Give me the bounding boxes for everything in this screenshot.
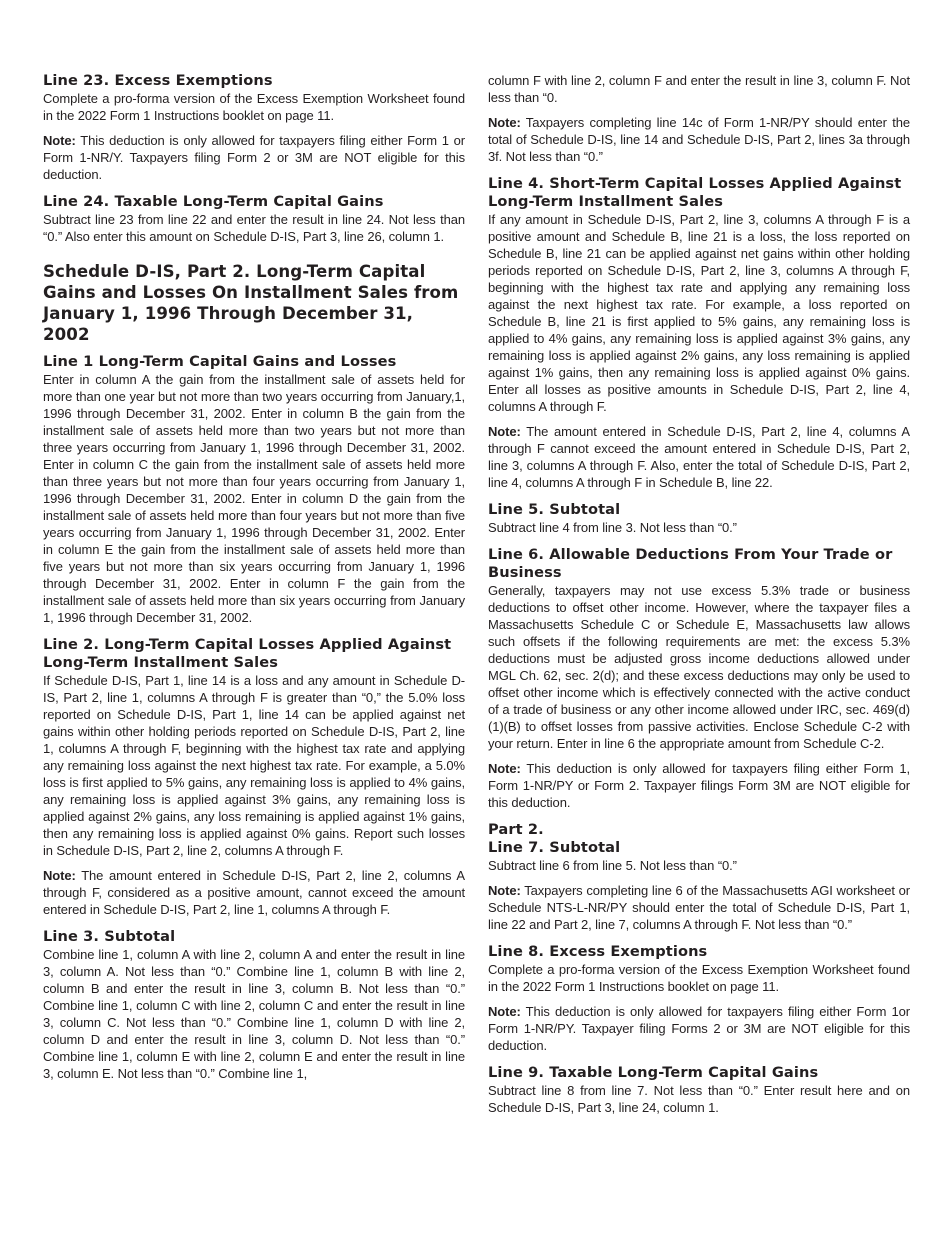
note-text: This deduction is only allowed for taxpayers filing either Form 1 or Form 1-NR/Y. Taxpayers filing Form 2 or 3M are NOT eligible for this deduction. <box>43 133 465 182</box>
line-23-note <box>43 132 465 183</box>
line-23-body: Complete a pro-forma version of the Excess Exemption Worksheet found in the 2022 Form 1 Instructions booklet on page 11. <box>43 91 465 123</box>
line-8-note <box>488 1003 910 1054</box>
left-column <box>43 72 465 1082</box>
line-2-note <box>43 867 465 918</box>
note-label: Note: <box>488 115 521 130</box>
line-7-body: Subtract line 6 from line 5. Not less than “0.” <box>488 858 737 873</box>
note-label: Note: <box>488 883 521 898</box>
note-text: Taxpayers completing line 6 of the Massachusetts AGI worksheet or Schedule NTS-L-NR/PY should enter the total of Schedule D-IS, Part 1, line 22 and Part 2, line 7, columns A through F. Not less than “0.” <box>488 883 910 932</box>
line-3-note <box>488 114 910 165</box>
line-6-heading: Line 6. Allowable Deductions From Your Trade or Business <box>488 546 893 581</box>
part-2-heading: Schedule D-IS, Part 2. Long-Term Capital Gains and Losses On Installment Sales from January 1, 1996 Through December 31, 2002 <box>43 262 459 344</box>
note-label: Note: <box>488 1004 521 1019</box>
line-2-body: If Schedule D-IS, Part 1, line 14 is a loss and any amount in Schedule D-IS, Part 2, line 1, columns A through F is greater than “0,” the 5.0% loss reported on Schedule D-IS, Part 1, line 14 can be applied against net gains within other holding periods reported on Schedule D-IS, Part 2, line 1, columns A through F, beginning with the highest tax rate and applying any remaining loss against the next highest tax rate. For example, a 5.0% loss is first applied to 5% gains, any remaining loss is applied to 4% gains, any remaining loss is applied against 3% gains, any remaining loss is applied against 2% gains, any loss remaining is applied against 1% gains, then any remaining loss is applied against 0% gains. Report such losses in Schedule D-IS, Part 2, line 2, columns A through F. <box>43 673 465 858</box>
line-7-note <box>488 882 910 933</box>
line-1-body: Enter in column A the gain from the installment sale of assets held for more than one year but not more than two years occurring from January,1, 1996 through December 31, 2002. Enter in column B the gain from the installment sale of assets held more than two years but not more than three years occurring from January 1, 1996 through December 31, 2002. Enter in column C the gain from the installment sale of assets held more than three years but not more than four years occurring from January 1, 1996 through December 31, 2002. Enter in column D the gain from the installment sale of assets held more than four years but not more than five years occurring from January 1, 1996 through December 31, 2002. Enter in column E the gain from the installment sale of assets held more than five years but not more than six years occurring from January 1, 1996 through December 31, 2002. Enter in column F the gain from the installment sale of assets held more than six years occurring from January 1, 1996 through December 31, 2002. <box>43 372 465 625</box>
line-3-continued: column F with line 2, column F and enter the result in line 3, column F. Not less than “0. <box>488 73 910 105</box>
line-24-body: Subtract line 23 from line 22 and enter the result in line 24. Not less than “0.” Also enter this amount on Schedule D-IS, Part 3, line 26, column 1. <box>43 212 465 244</box>
note-text: Taxpayers completing line 14c of Form 1-NR/PY should enter the total of Schedule D-IS, line 14 and Schedule D-IS, Part 2, lines 3a through 3f. Not less than “0.” <box>488 115 910 164</box>
line-5-heading: Line 5. Subtotal <box>488 501 621 518</box>
line-23-heading: Line 23. Excess Exemptions <box>43 72 273 89</box>
line-3-body: Combine line 1, column A with line 2, column A and enter the result in line 3, column A. Not less than “0.” Combine line 1, column B with line 2, column B and enter the result in line 3, column B. Not less than “0.” Combine line 1, column C with line 2, column C and enter the result in line 3, column C. Not less than “0.” Combine line 1, column D with line 2, column D and enter the result in line 3, column D. Not less than “0.” Combine line 1, column E with line 2, column E and enter the result in line 3, column E. Not less than “0.” Combine line 1, <box>43 947 465 1081</box>
line-4-body: If any amount in Schedule D-IS, Part 2, line 3, columns A through F is a positive amount and Schedule B, line 21 is a loss, the loss reported on Schedule B, line 21 can be applied against net gains within other holding periods reported on Schedule D-IS, Part 2, line 3, columns A through F, beginning with the highest tax rate and applying any remaining loss against the next highest tax rate. For example, a loss reported on Schedule B, line 21 is first applied to 5% gains, any remaining loss is applied to 4% gains, any remaining loss is applied against 3% gains, any remaining loss is applied against 2% gains, any loss remaining is applied against 1% gains, then any remaining loss is applied against 0% gains. Enter all losses as positive amounts in Schedule D-IS, Part 2, line 4, columns A through F. <box>488 212 910 414</box>
line-24-heading: Line 24. Taxable Long-Term Capital Gains <box>43 193 384 210</box>
line-3-heading: Line 3. Subtotal <box>43 928 176 945</box>
line-8-heading: Line 8. Excess Exemptions <box>488 943 708 960</box>
note-text: The amount entered in Schedule D-IS, Part 2, line 4, columns A through F cannot exceed the amount entered in Schedule D-IS, Part 2, line 3, columns A through F. Also, enter the total of Schedule D-IS, Part 2, line 4, columns A through F in Schedule B, line 22. <box>488 424 910 490</box>
line-2-heading: Line 2. Long-Term Capital Losses Applied Against Long-Term Installment Sales <box>43 636 452 671</box>
note-label: Note: <box>488 761 521 776</box>
line-6-note <box>488 760 910 811</box>
note-label: Note: <box>488 424 521 439</box>
line-1-heading: Line 1 Long-Term Capital Gains and Losses <box>43 353 397 370</box>
note-text: The amount entered in Schedule D-IS, Part 2, line 2, columns A through F, considered as a positive amount, cannot exceed the amount entered in Schedule D-IS, Part 2, line 1, columns A through F. <box>43 868 465 917</box>
line-9-body: Subtract line 8 from line 7. Not less than “0.” Enter result here and on Schedule D-IS, Part 3, line 24, column 1. <box>488 1083 910 1115</box>
note-text: This deduction is only allowed for taxpayers filing either Form 1, Form 1-NR/PY or Form 2. Taxpayer filings Form 3M are NOT eligible for this deduction. <box>488 761 910 810</box>
line-6-body: Generally, taxpayers may not use excess 5.3% trade or business deductions to offset other income. However, where the taxpayer files a Massachusetts Schedule C or Schedule E, Massachusetts law allows such offsets if the following requirements are met: the excess 5.3% deductions must be adjusted gross income deductions allowed under MGL Ch. 62, sec. 2(d); and these excess deductions may only be used to offset other income which is effectively connected with the active conduct of a trade of business or any other income allowed under IRC, sec. 469(d)(1)(B) to offset losses from passive activities. Enclose Schedule C-2 with your return. Enter in line 6 the appropriate amount from Schedule C-2. <box>488 583 910 751</box>
note-label: Note: <box>43 133 76 148</box>
line-9-heading: Line 9. Taxable Long-Term Capital Gains <box>488 1064 819 1081</box>
line-5-body: Subtract line 4 from line 3. Not less than “0.” <box>488 520 737 535</box>
part-2-label: Part 2. <box>488 821 544 838</box>
line-4-note <box>488 423 910 491</box>
line-8-body: Complete a pro-forma version of the Excess Exemption Worksheet found in the 2022 Form 1 Instructions booklet on page 11. <box>488 962 910 994</box>
line-7-heading: Line 7. Subtotal <box>488 839 621 856</box>
note-text: This deduction is only allowed for taxpayers filing either Form 1or Form 1-NR/PY. Taxpayer filing Forms 2 or 3M are NOT eligible for this deduction. <box>488 1004 910 1053</box>
line-4-heading: Line 4. Short-Term Capital Losses Applied Against Long-Term Installment Sales <box>488 175 902 210</box>
note-label: Note: <box>43 868 76 883</box>
right-column <box>488 72 910 1116</box>
